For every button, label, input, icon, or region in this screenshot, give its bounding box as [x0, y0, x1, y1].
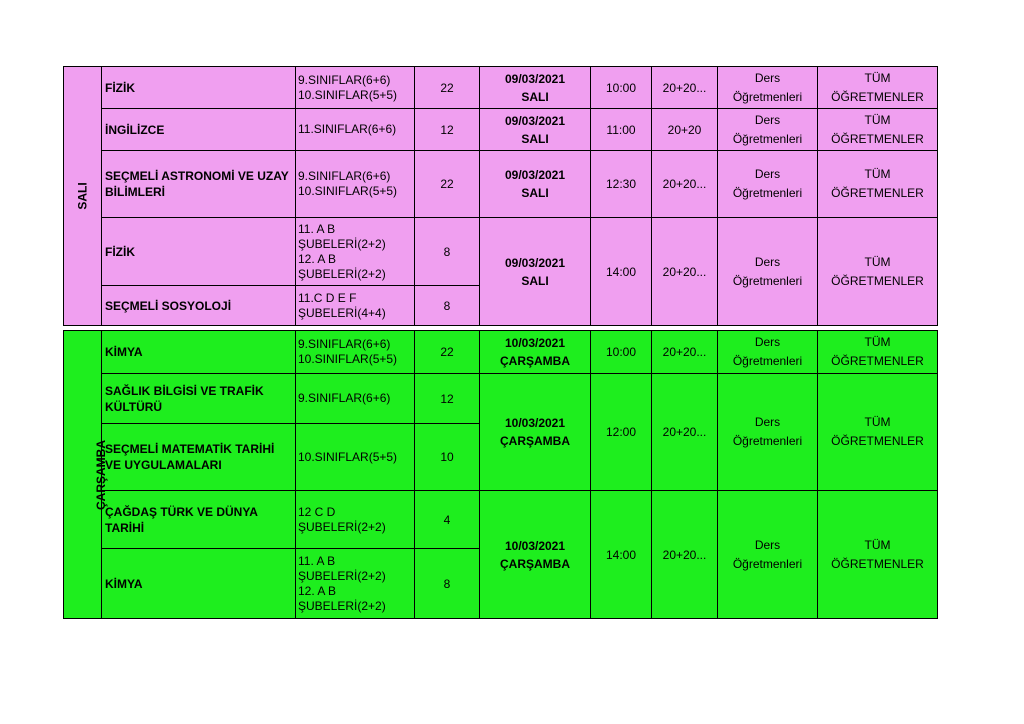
subject-cell: SAĞLIK BİLGİSİ VE TRAFİK KÜLTÜRÜ: [102, 374, 296, 424]
student-count: 22: [415, 331, 480, 374]
proctor-cell: Ders Öğretmenleri: [718, 374, 818, 491]
subject-cell: İNGİLİZCE: [102, 109, 296, 151]
exam-time: 12:00: [591, 374, 652, 491]
exam-time: 10:00: [591, 67, 652, 109]
classes-cell: 11.SINIFLAR(6+6): [296, 109, 415, 151]
proctor-cell: Ders Öğretmenleri: [718, 67, 818, 109]
exam-time: 14:00: [591, 218, 652, 326]
exam-duration: 20+20...: [652, 331, 718, 374]
subject-cell: KİMYA: [102, 331, 296, 374]
exam-duration: 20+20: [652, 109, 718, 151]
exam-time: 10:00: [591, 331, 652, 374]
proctor-cell: Ders Öğretmenleri: [718, 109, 818, 151]
table-row: [64, 109, 938, 151]
classes-cell: 11. A B ŞUBELERİ(2+2) 12. A B ŞUBELERİ(2+2): [296, 549, 415, 619]
table-row: [64, 67, 938, 109]
exam-date: 10/03/2021 ÇARŞAMBA: [480, 331, 591, 374]
assignment-cell: TÜM ÖĞRETMENLER: [818, 491, 938, 619]
exam-duration: 20+20...: [652, 491, 718, 619]
exam-time: 14:00: [591, 491, 652, 619]
subject-cell: SEÇMELİ MATEMATİK TARİHİ VE UYGULAMALARI: [102, 424, 296, 491]
assignment-cell: TÜM ÖĞRETMENLER: [818, 218, 938, 326]
proctor-cell: Ders Öğretmenleri: [718, 491, 818, 619]
exam-duration: 20+20...: [652, 151, 718, 218]
student-count: 10: [415, 424, 480, 491]
exam-date: 09/03/2021 SALI: [480, 218, 591, 326]
student-count: 8: [415, 549, 480, 619]
student-count: 12: [415, 109, 480, 151]
assignment-cell: TÜM ÖĞRETMENLER: [818, 67, 938, 109]
assignment-cell: TÜM ÖĞRETMENLER: [818, 151, 938, 218]
day-label-tuesday: SALI: [64, 67, 102, 326]
exam-schedule-table: [63, 66, 938, 619]
student-count: 8: [415, 286, 480, 326]
exam-time: 12:30: [591, 151, 652, 218]
classes-cell: 9.SINIFLAR(6+6) 10.SINIFLAR(5+5): [296, 331, 415, 374]
table-row: [64, 374, 938, 424]
student-count: 8: [415, 218, 480, 286]
exam-duration: 20+20...: [652, 218, 718, 326]
exam-date: 09/03/2021 SALI: [480, 67, 591, 109]
subject-cell: KİMYA: [102, 549, 296, 619]
exam-date: 10/03/2021 ÇARŞAMBA: [480, 491, 591, 619]
student-count: 4: [415, 491, 480, 549]
table-row: [64, 151, 938, 218]
classes-cell: 11.C D E F ŞUBELERİ(4+4): [296, 286, 415, 326]
proctor-cell: Ders Öğretmenleri: [718, 218, 818, 326]
table-row: [64, 331, 938, 374]
exam-date: 09/03/2021 SALI: [480, 151, 591, 218]
classes-cell: 12 C D ŞUBELERİ(2+2): [296, 491, 415, 549]
subject-cell: ÇAĞDAŞ TÜRK VE DÜNYA TARİHİ: [102, 491, 296, 549]
student-count: 12: [415, 374, 480, 424]
table-row: [64, 491, 938, 549]
assignment-cell: TÜM ÖĞRETMENLER: [818, 331, 938, 374]
proctor-cell: Ders Öğretmenleri: [718, 151, 818, 218]
classes-cell: 9.SINIFLAR(6+6) 10.SINIFLAR(5+5): [296, 151, 415, 218]
table-row: [64, 218, 938, 286]
exam-duration: 20+20...: [652, 67, 718, 109]
exam-date: 10/03/2021 ÇARŞAMBA: [480, 374, 591, 491]
classes-cell: 11. A B ŞUBELERİ(2+2) 12. A B ŞUBELERİ(2+2): [296, 218, 415, 286]
exam-duration: 20+20...: [652, 374, 718, 491]
student-count: 22: [415, 151, 480, 218]
classes-cell: 9.SINIFLAR(6+6) 10.SINIFLAR(5+5): [296, 67, 415, 109]
subject-cell: FİZİK: [102, 67, 296, 109]
exam-time: 11:00: [591, 109, 652, 151]
exam-date: 09/03/2021 SALI: [480, 109, 591, 151]
day-label-wednesday: ÇARŞAMBA: [64, 331, 102, 619]
classes-cell: 9.SINIFLAR(6+6): [296, 374, 415, 424]
proctor-cell: Ders Öğretmenleri: [718, 331, 818, 374]
subject-cell: FİZİK: [102, 218, 296, 286]
student-count: 22: [415, 67, 480, 109]
classes-cell: 10.SINIFLAR(5+5): [296, 424, 415, 491]
assignment-cell: TÜM ÖĞRETMENLER: [818, 109, 938, 151]
subject-cell: SEÇMELİ ASTRONOMİ VE UZAY BİLİMLERİ: [102, 151, 296, 218]
subject-cell: SEÇMELİ SOSYOLOJİ: [102, 286, 296, 326]
assignment-cell: TÜM ÖĞRETMENLER: [818, 374, 938, 491]
